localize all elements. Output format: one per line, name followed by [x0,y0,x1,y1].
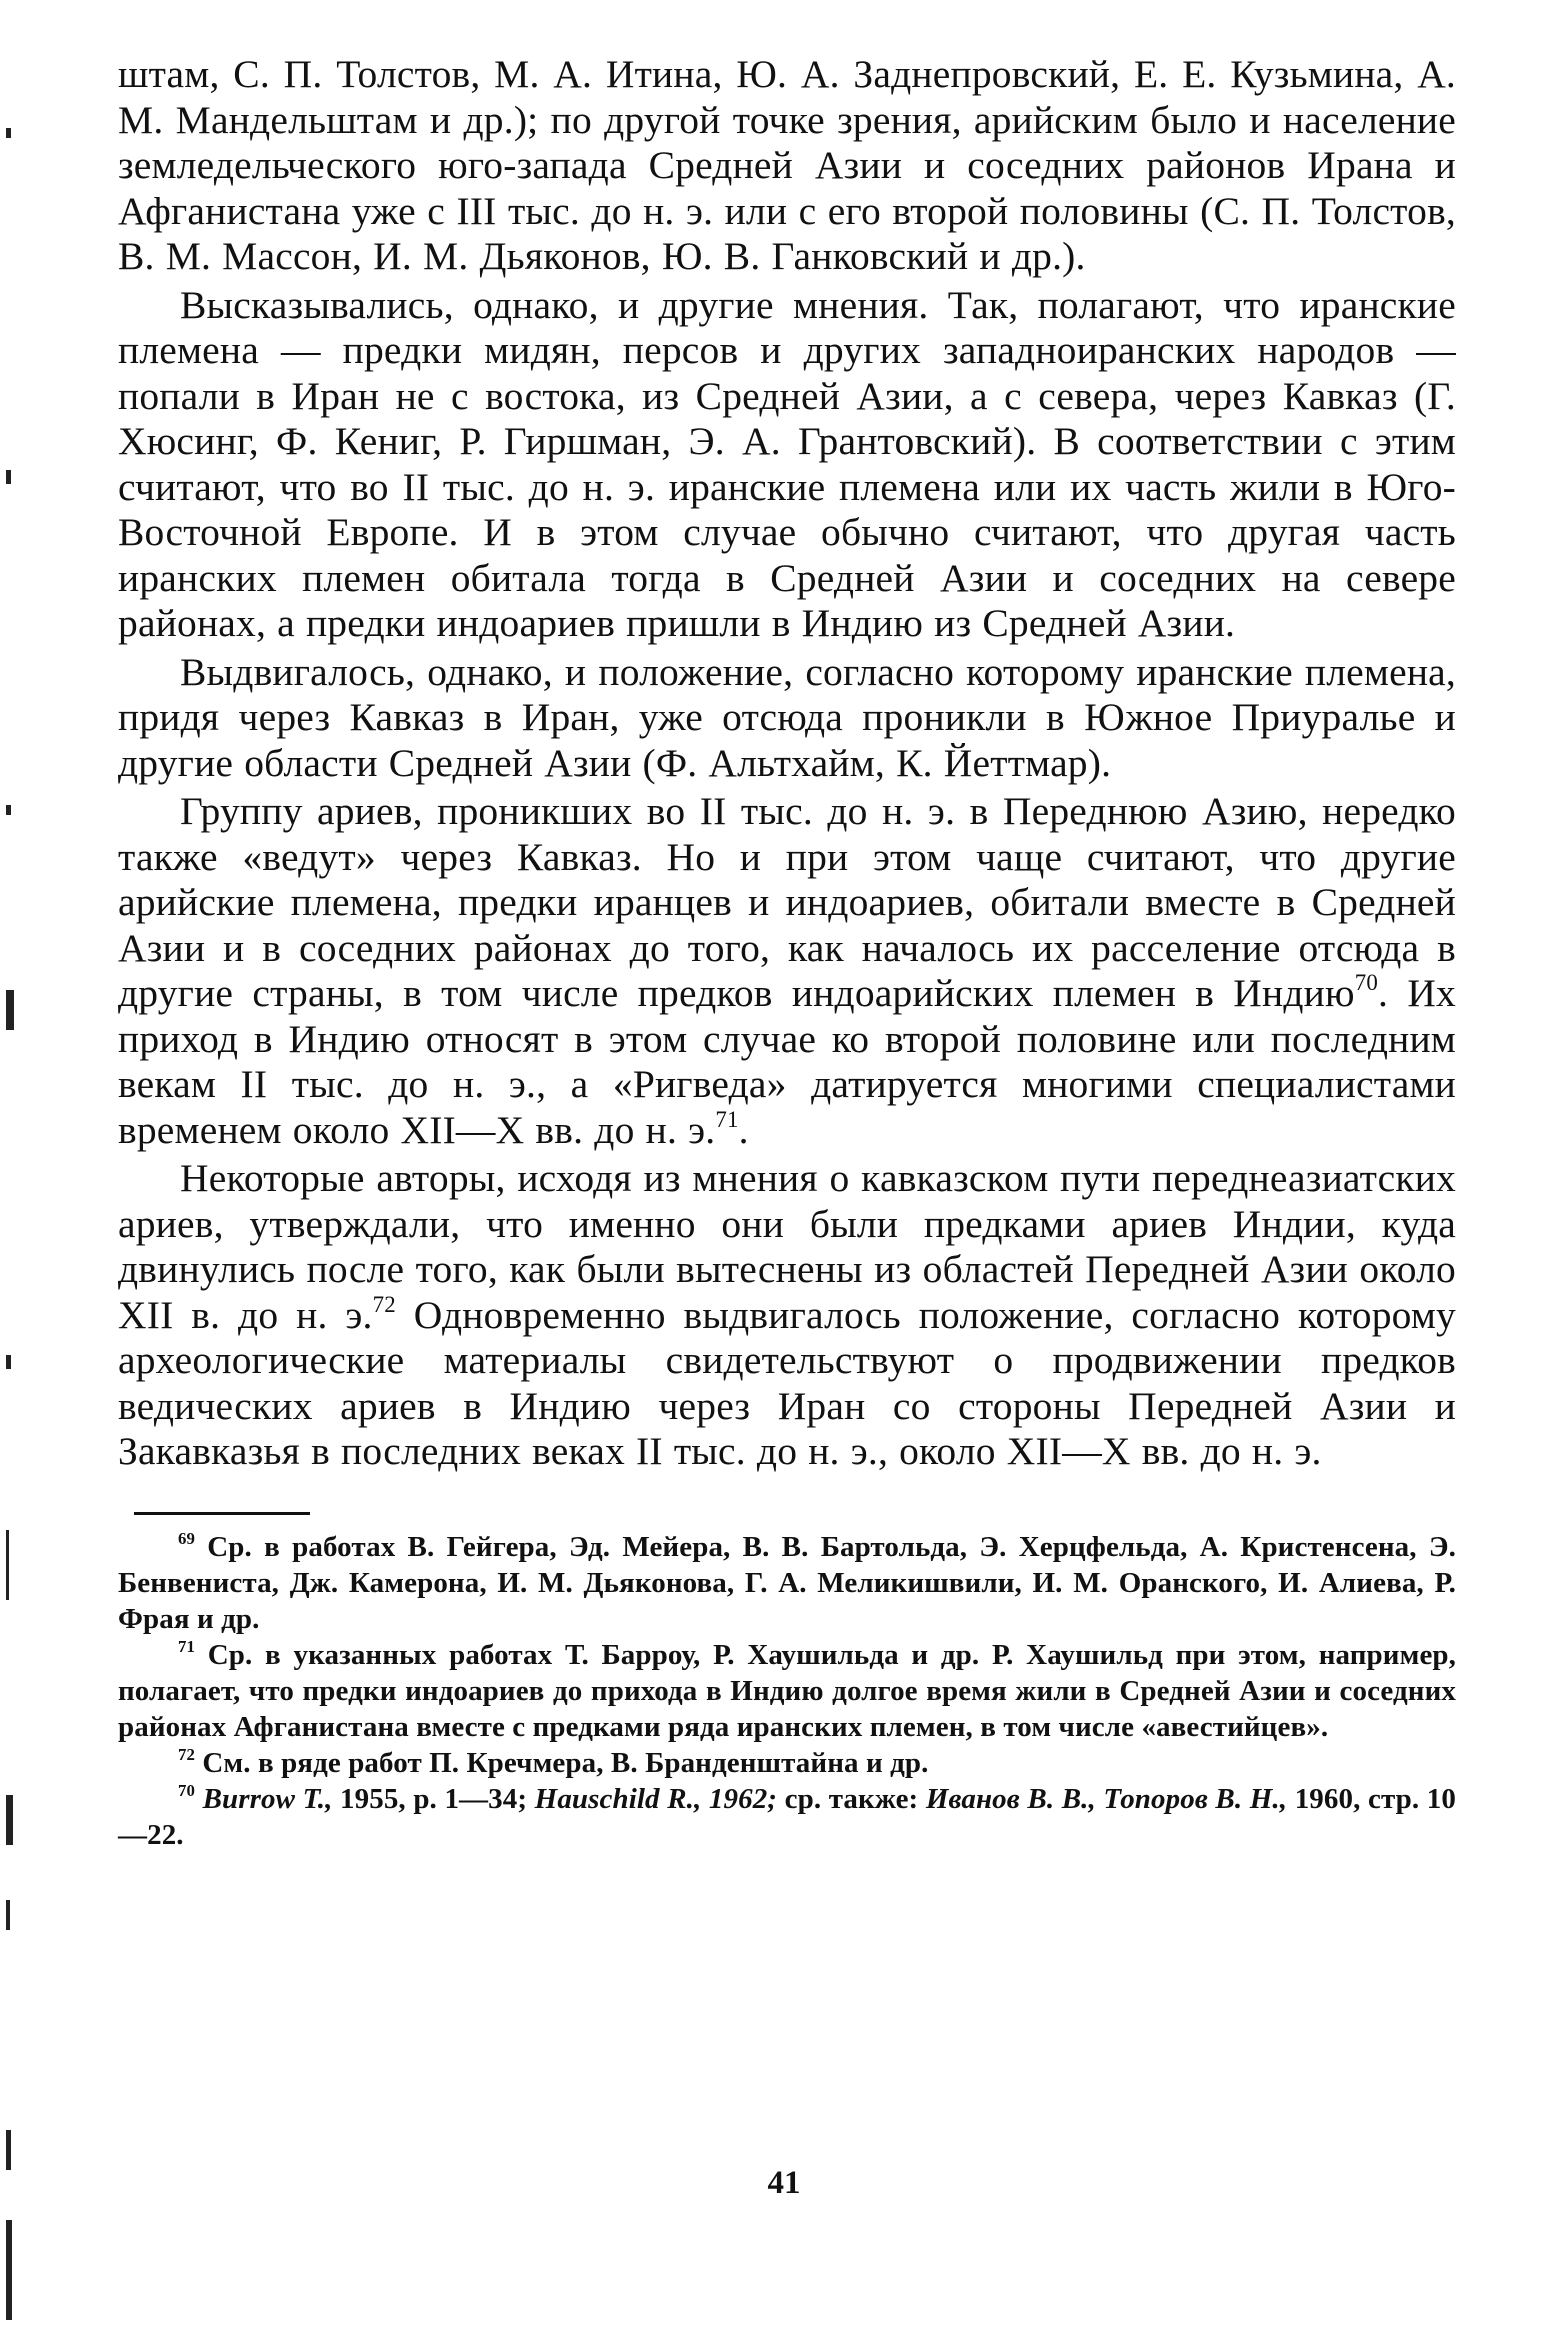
citation-author: Hauschild R., 1962; [534,1782,778,1815]
paragraph-2 [118,283,1456,647]
paragraph-5 [118,1156,1456,1475]
footnote-ref-72: 72 [372,1291,396,1317]
footnote-ref-71: 71 [715,1106,739,1132]
paragraph-text: . Их приход в Индию относят в этом случае ко второй половине или последним векам II тыс. до н. э., а «Ригведа» датируется многими специалистами временем около XII—X вв. до н. э. [118,971,1456,1152]
paragraph-text: Высказывались, однако, и другие мнения. Так, полагают, что иранские племена — предки мидян, персов и других западноиранских народов — попали в Иран не с востока, из Средней Азии, а с севера, через Кавказ (Г. Хюсинг, Ф. Кениг, Р. Гиршман, Э. А. Грантовский). В соответствии с этим считают, что во II тыс. до н. э. иранские племена или их часть жили в Юго-Восточной Европе. И в этом случае обычно считают, что другая часть иранских племен обитала тогда в Средней Азии и соседних на севере районах, а предки индоариев пришли в Индию из Средней Азии. [118,282,1456,645]
footnote-71 [118,1637,1456,1745]
margin-scan-mark [6,1900,10,1930]
footnote-ref-70: 70 [1354,969,1379,995]
margin-scan-mark [6,2220,12,2320]
footnote-marker: 72 [178,1744,196,1764]
margin-scan-mark [6,2130,11,2170]
footnote-70 [118,1781,1456,1853]
citation-text: 1960, стр. 10—22. [118,1782,1456,1851]
footnote-text: Ср. в работах В. Гейгера, Эд. Мейера, В. В. Бартольда, Э. Херцфельда, А. Кристенсена, Э. Бенвениста, Дж. Камерона, И. М. Дьяконова, Г. А. Меликишвили, И. М. Оранского, И. Алиева, Р. Фрая и др. [118,1530,1456,1635]
footnote-69 [118,1529,1456,1637]
margin-scan-mark [6,470,11,484]
paragraph-text: Выдвигалось, однако, и положение, согласно которому иранские племена, придя через Кавказ в Иран, уже отсюда проникли в Южное Приуралье и другие области Средней Азии (Ф. Альтхайм, К. Йеттмар). [118,649,1456,785]
page-number: 41 [767,2165,801,2201]
margin-scan-mark [6,1530,9,1600]
paragraph-4: Группу ариев, проникших во II тыс. до н. э. в Переднюю Азию, нередко также «ведут» через Кавказ. Но и при этом чаще считают, что другие арийские племена, предки иранцев и индоариев, обитали вместе в Средней Азии и в соседних районах до того, как началось их расселение отсюда в другие страны, в том числе предков индоарийских племен в Индию$^{70}$. Их приход в Индию относят в этом случае ко второй половине или последним векам II тыс. до н. э., а «Ригведа» датируется многими специалистами временем около XII—X вв. до н. э.$^{71}$. [118,789,1456,1152]
footnote-marker: 69 [178,1528,196,1548]
paragraph-1 [118,52,1456,280]
footnote-text: См. в ряде работ П. Кречмера, В. Бранденштайна и др. [202,1746,929,1779]
footnote-divider [134,1512,310,1515]
footnote-marker: 70 [178,1780,196,1800]
citation-author: Burrow T., [202,1782,333,1815]
footnote-text: Ср. в указанных работах Т. Барроу, Р. Хаушильда и др. Р. Хаушильд при этом, например, полагает, что предки индоариев до прихода в Индию долгое время жили в Средней Азии и соседних районах Афганистана вместе с предками ряда иранских племен, в том числе «авестийцев». [118,1638,1456,1743]
citation-text: ср. также: [777,1782,926,1815]
paragraph-text: штам, С. П. Толстов, М. А. Итина, Ю. А. Заднепровский, Е. Е. Кузьмина, А. М. Мандельштам и др.); по другой точке зрения, арийским было и население земледельческого юго-запада Средней Азии и соседних районов Ирана и Афганистана уже с III тыс. до н. э. или с его второй половины (С. П. Толстов, В. М. Массон, И. М. Дьяконов, Ю. В. Ганковский и др.). [118,52,1456,278]
margin-scan-mark [6,128,11,138]
page-body [118,52,1456,1853]
footnote-marker: 71 [178,1636,196,1656]
citation-author: Иванов В. В., Топоров В. Н., [925,1782,1288,1815]
paragraph-text: Некоторые авторы, исходя из мнения о кавказском пути переднеазиатских ариев, утверждали, что именно они были предками ариев Индии, куда двинулись после того, как были вытеснены из областей Передней Азии около XII в. до н. э. [118,1156,1456,1337]
paragraph-text: Одновременно выдвигалось положение, согласно которому археологические материалы свидетельствуют о продвижении предков ведических ариев в Индию через Иран со стороны Передней Азии и Закавказья в последних веках II тыс. до н. э., около XII—X вв. до н. э. [118,1292,1456,1473]
margin-scan-mark [6,1355,11,1369]
citation-text: 1955, р. 1—34; [332,1782,535,1815]
margin-scan-mark [6,805,11,815]
paragraph-text: Группу ариев, проникших во II тыс. до н. э. в Переднюю Азию, нередко также «ведут» через Кавказ. Но и при этом чаще считают, что другие арийские племена, предки иранцев и индоариев, обитали вместе в Средней Азии и в соседних районах до того, как началось их расселение отсюда в другие страны, в том числе предков индоарийских племен в Индию [118,789,1456,1015]
margin-scan-mark [6,990,14,1030]
margin-scan-mark [6,1795,13,1845]
paragraph-3 [118,650,1456,787]
footnote-72 [118,1745,1456,1781]
